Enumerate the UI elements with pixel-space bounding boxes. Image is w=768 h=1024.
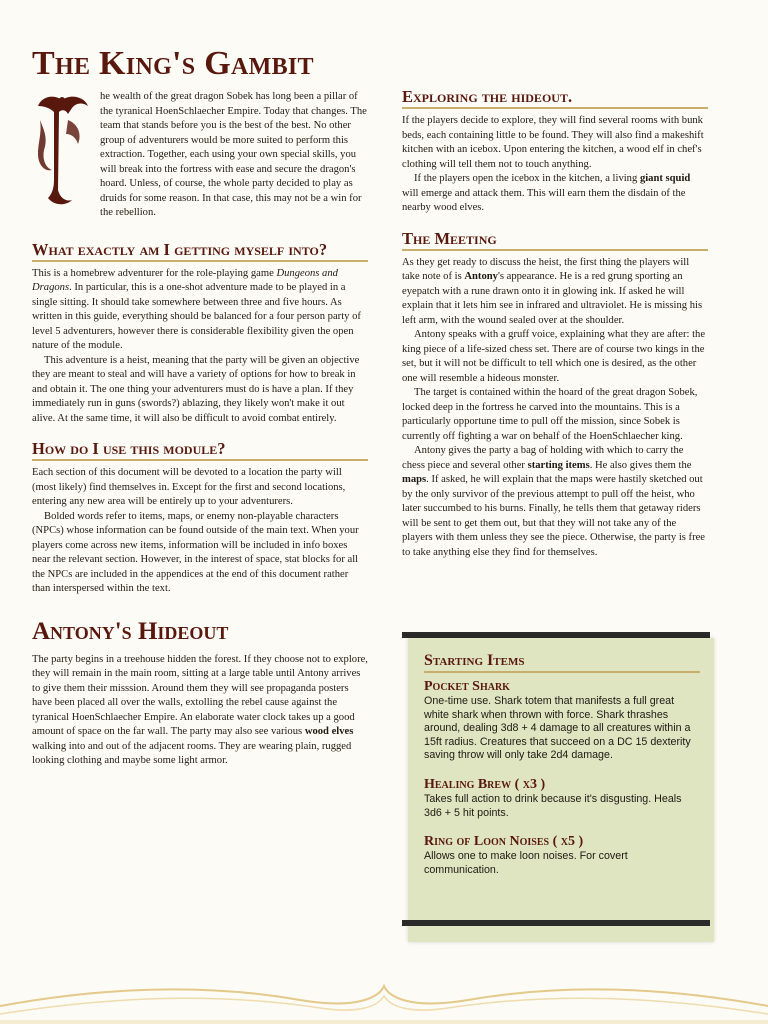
- sidebar-bottom-border: [402, 920, 710, 926]
- hideout-p1: The party begins in a treehouse hidden the forest. If they choose not to explore, they will remain in the main room, sitting at a large table until Antony arrives to give them their misssion. Around them they will see propaganda posters have been placed all over the walls, extolling the rebel cause against the tyranical HoenSchlaecher Empire. An elaborate water clock takes up a good amount of space on the far wall. The party may also see various wood elves walking into and out of the adjacent rooms. They are wearing plain, rugged looking clothing and maybe some light armor.: [32, 653, 368, 766]
- meeting-p4: Antony gives the party a bag of holding with which to carry the chess piece and several other starting items. He also gives them the maps. If asked, he will explain that the maps were hastily sketched out by the only survivor of the previous attempt to pull off the heist, who later succumbed to his burns. Finally, he tells them that getaway riders will be sent to get them out, but that they will not take any of the players with them unless they see the piece. Otherwise, the party is free to take anything else they find for themselves.: [402, 445, 705, 558]
- meeting-p3: The target is contained within the hoard of the great dragon Sobek, locked deep in the fortress he carved into the mountains. This is a particularly opportune time to pull off the mission, since Sobek is currently off fighting a war on behalf of the HoenSchlaecher king.: [402, 387, 698, 442]
- meeting-p1: As they get ready to discuss the heist, the first thing the players will take note of is Antony's appearance. He is a red grung sporting an eyepatch with a rune drawn onto it in glowing ink. If asked he will explain that it lets him see in infrared and ultraviolet. He is missing his left arm, with the wound sealed over at the shoulder.: [402, 256, 703, 326]
- page-title: The King's Gambit: [32, 45, 314, 82]
- item-name: Healing Brew ( x3 ): [424, 776, 546, 792]
- item-pocket-shark: [424, 679, 700, 763]
- heading-how-use: How do I use this module?: [32, 440, 368, 461]
- meeting-p2: Antony speaks with a gruff voice, explaining what they are after: the king piece of a life-sized chess set. There are of course two kings in the set, but it will not be difficult to tell which one is desired, as the other one will resemble a hideous monster.: [402, 329, 706, 384]
- heading-hideout: Antony's Hideout: [32, 617, 229, 645]
- exploring-p1: If the players decide to explore, they will find several rooms with bunk beds, each containing little to be found. They will also find a makeshift kitchen with an icebox. Upon entering the kitchen, a wood elf in chef's clothing will tell them not to touch anything.: [402, 115, 704, 170]
- exploring-p2: If the players open the icebox in the kitchen, a living giant squid will emerge and attack them. This will earn them the disdain of the nearby wood elves.: [402, 173, 691, 213]
- item-desc: Allows one to make loon noises. For covert communication.: [424, 850, 628, 876]
- heading-meeting: The Meeting: [402, 230, 708, 251]
- item-name: Ring of Loon Noises ( x5 ): [424, 834, 584, 850]
- intro-text: he wealth of the great dragon Sobek has long been a pillar of the tyranical HoenSchlaecher Empire. Today that changes. The team that stands before you is the best of the best. No other group of adventurers would be more suited to perform this extraction. Together, each using your own special skills, you will break into the fortress with ease and secure the dragon's hoard. Unless, of course, the whole party decided to play as druids for some reason. In that case, this may not be a win for the rebellion.: [100, 91, 367, 218]
- heading-exploring: Exploring the hideout.: [402, 88, 708, 109]
- starting-items-box: [408, 638, 714, 942]
- item-name: Pocket Shark: [424, 679, 510, 694]
- intro-paragraph: [32, 90, 368, 221]
- dropcap-t-icon: [32, 90, 92, 208]
- how-use-p1: Each section of this document will be devoted to a location the party will (most likely) find themselves in. Except for the first and second locations, entering any new area will be entirely up to your adventurers.: [32, 467, 346, 507]
- heading-what-exactly: What exactly am I getting myself into?: [32, 241, 368, 262]
- right-column: [402, 48, 708, 560]
- item-ring-loon: [424, 834, 700, 877]
- footer-swirl-decoration: [0, 966, 768, 1024]
- left-column: [32, 38, 368, 769]
- item-desc: Takes full action to drink because it's disgusting. Heals 3d6 + 5 hit points.: [424, 792, 682, 819]
- how-use-p2: Bolded words refer to items, maps, or enemy non-playable characters (NPCs) whose information can be found outside of the main text. When your players come across new items, information will be included in info boxes near the relevant section. However, in the interest of space, stat blocks for all the NPCs are included in the appendices at the end of this document rather than interspersed within the text.: [32, 510, 359, 594]
- what-exactly-p2: This adventure is a heist, meaning that the party will be given an objective they are meant to steal and will have a variety of options for how to break in and obtain it. The one thing your adventurers must do is have a plan. If they immediately run in guns (swords?) ablazing, they likely won't make it out alive. At the same time, it will also be difficult to avoid combat entirely.: [32, 354, 360, 424]
- what-exactly-p1: This is a homebrew adventurer for the role-playing game Dungeons and Dragons. In particular, this is a one-shot adventure made to be played in a single sitting. It should take somewhere between three and five hours. As written in this guide, everything should be balanced for a four person party of level 5 adventurers, however there is considerable flexibility given the open nature of the module.: [32, 267, 361, 351]
- heading-starting-items: Starting Items: [424, 652, 700, 673]
- item-desc: One-time use. Shark totem that manifests a full great white shark when thrown with force. Shark thrashes around, dealing 3d8 + 4 damage to all creatures within a 15ft radius. Creatures that succeed on a DC 15 dexterity saving throw will only take 2d4 damage.: [424, 695, 691, 762]
- item-healing-brew: [424, 777, 700, 820]
